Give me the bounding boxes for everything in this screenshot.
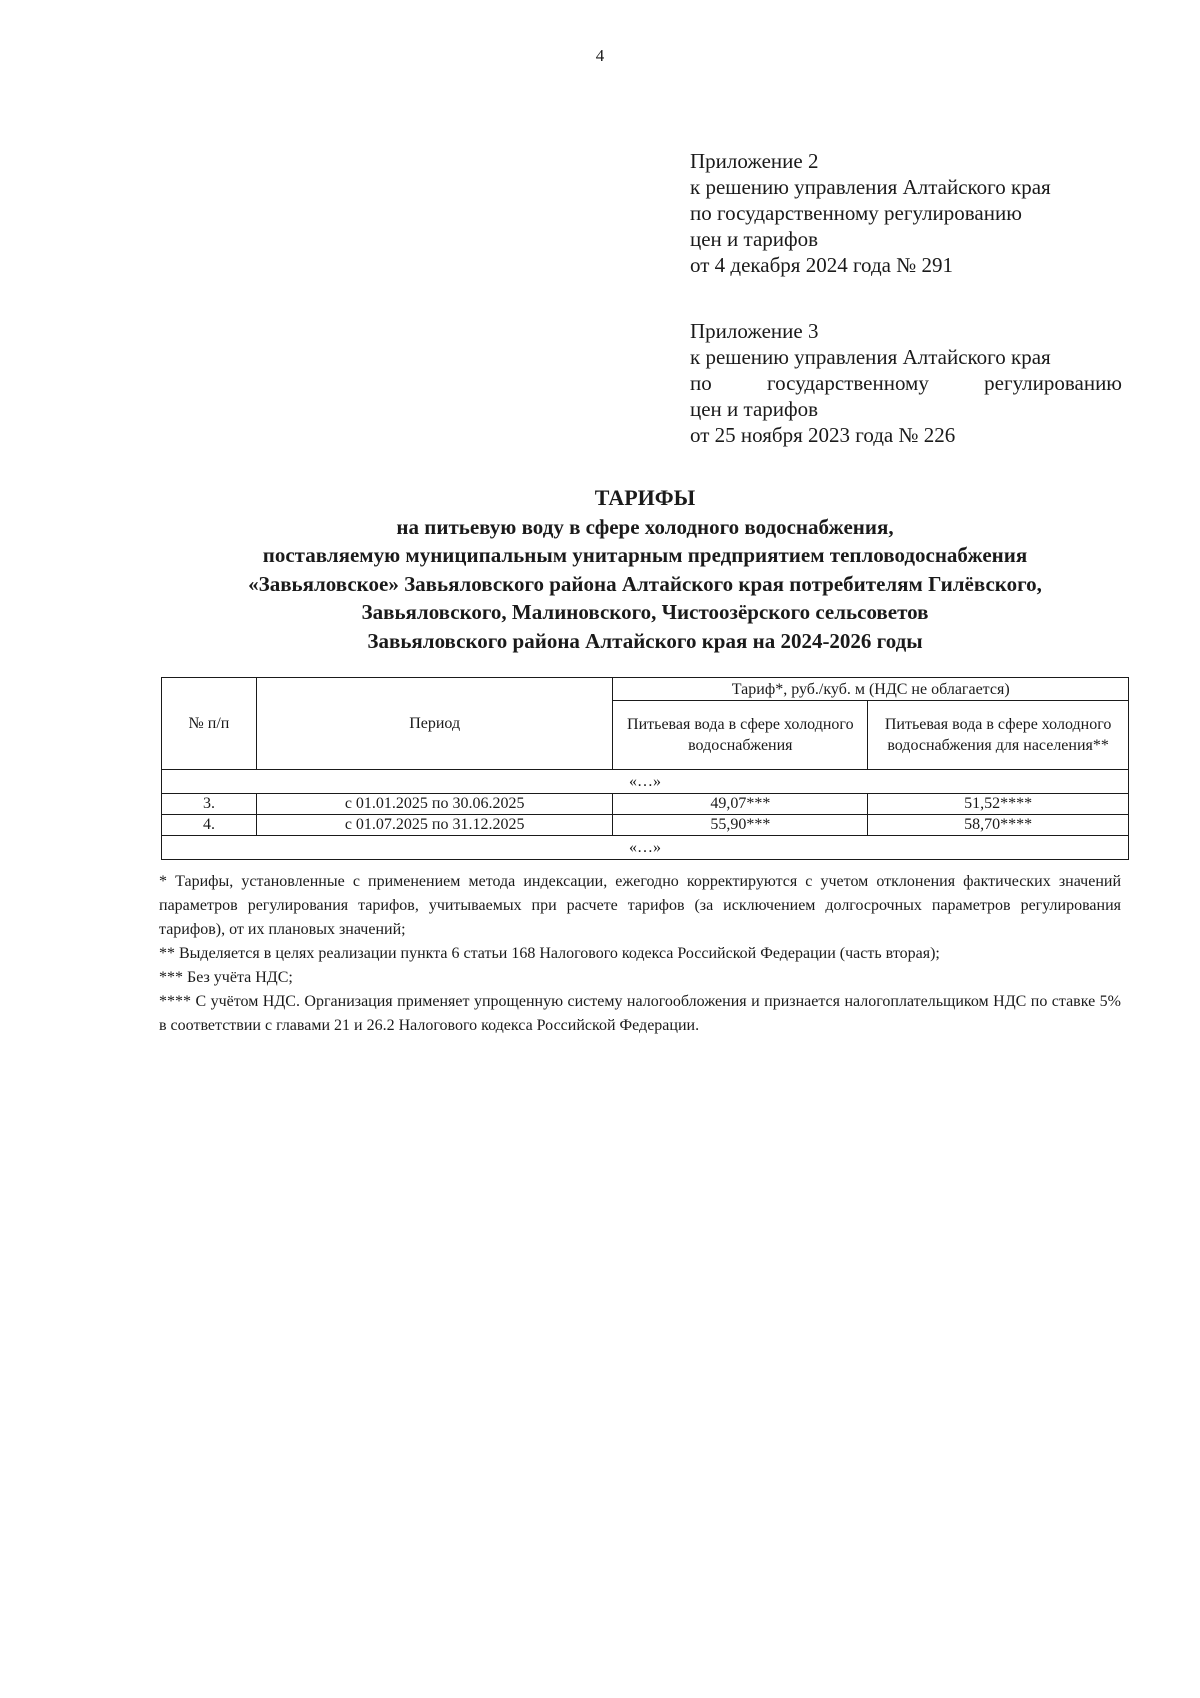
title-line: Завьяловского района Алтайского края на 2024-2026 годы <box>367 628 923 653</box>
page-number: 4 <box>595 46 605 65</box>
footnotes <box>159 870 1121 1038</box>
tariff-table <box>161 677 1129 860</box>
document-title <box>150 484 1140 655</box>
header-period: Период <box>256 678 613 770</box>
ellipsis-cell: «…» <box>162 836 1129 860</box>
row-tariff-1: 55,90*** <box>613 815 868 836</box>
appendix-2-title: Приложение 2 <box>690 149 819 173</box>
appendix-3-word: регулированию <box>984 371 1122 395</box>
title-line: «Завьяловское» Завьяловского района Алтайского края потребителям Гилёвского, <box>248 571 1042 596</box>
header-tariff-group: Тариф*, руб./куб. м (НДС не облагается) <box>613 678 1129 701</box>
footnote: ** Выделяется в целях реализации пункта 6 статьи 168 Налогового кодекса Российской Федерации (часть вторая); <box>159 945 940 962</box>
appendix-2-block <box>690 148 1122 278</box>
header-tariff-2: Питьевая вода в сфере холодного водоснабжения для населения** <box>868 701 1129 770</box>
footnote: **** С учётом НДС. Организация применяет упрощенную систему налогообложения и признается налогоплательщиком НДС по ставке 5% в соответствии с главами 21 и 26.2 Налогового кодекса Российской Федерации. <box>159 993 1121 1034</box>
table-ellipsis-row <box>162 836 1129 860</box>
row-number: 4. <box>162 815 257 836</box>
header-number: № п/п <box>162 678 257 770</box>
appendix-2-line: цен и тарифов <box>690 227 819 251</box>
appendix-3-title: Приложение 3 <box>690 319 819 343</box>
row-period: с 01.07.2025 по 31.12.2025 <box>256 815 613 836</box>
header-tariff-1: Питьевая вода в сфере холодного водоснабжения <box>613 701 868 770</box>
appendix-3-block <box>690 318 1122 448</box>
appendix-3-date: от 25 ноября 2023 года № 226 <box>690 423 956 447</box>
appendix-3-word: по <box>690 371 712 395</box>
row-tariff-2: 51,52**** <box>868 794 1129 815</box>
appendix-3-line: цен и тарифов <box>690 397 819 421</box>
table-row <box>162 794 1129 815</box>
title-line: Завьяловского, Малиновского, Чистоозёрского сельсоветов <box>361 600 929 624</box>
title-line: поставляемую муниципальным унитарным предприятием тепловодоснабжения <box>262 543 1028 567</box>
title-main: ТАРИФЫ <box>594 485 696 510</box>
table-ellipsis-row <box>162 770 1129 794</box>
title-line: на питьевую воду в сфере холодного водоснабжения, <box>396 514 894 539</box>
row-tariff-2: 58,70**** <box>868 815 1129 836</box>
row-period: с 01.01.2025 по 30.06.2025 <box>256 794 613 815</box>
appendix-2-date: от 4 декабря 2024 года № 291 <box>690 253 953 277</box>
table-row <box>162 815 1129 836</box>
footnote: *** Без учёта НДС; <box>159 969 293 986</box>
footnote: * Тарифы, установленные с применением метода индексации, ежегодно корректируются с учетом отклонения фактических значений параметров регулирования тарифов, учитываемых при расчете тарифов (за исключением долгосрочных параметров регулирования тарифов), от их плановых значений; <box>159 873 1121 938</box>
table-header-row <box>162 678 1129 701</box>
appendix-3-line <box>690 370 1122 396</box>
appendix-3-word: государственному <box>767 371 929 395</box>
appendix-2-line: к решению управления Алтайского края <box>690 175 1051 199</box>
row-number: 3. <box>162 794 257 815</box>
appendix-3-line: к решению управления Алтайского края <box>690 345 1051 369</box>
ellipsis-cell: «…» <box>162 770 1129 794</box>
appendix-2-line: по государственному регулированию <box>690 201 1022 225</box>
row-tariff-1: 49,07*** <box>613 794 868 815</box>
